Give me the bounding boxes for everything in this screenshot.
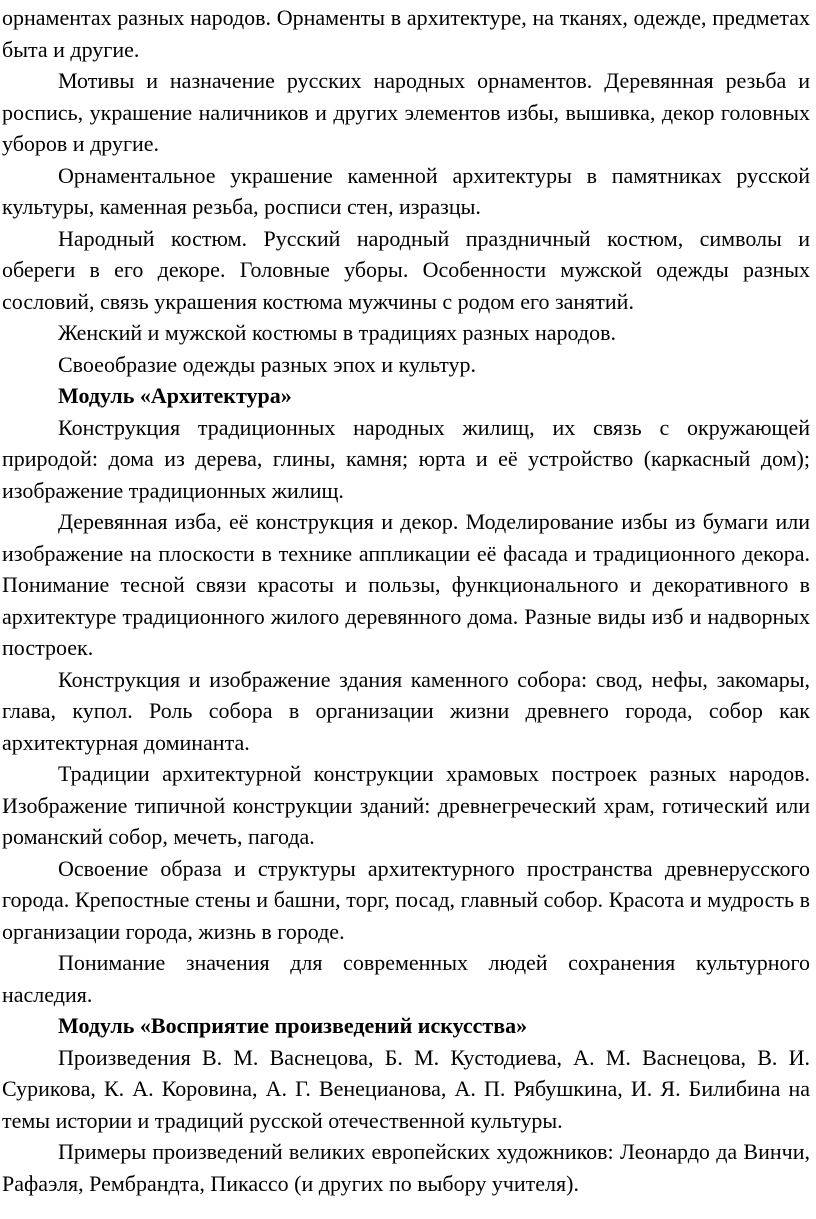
paragraph-clothing-eras: Своеобразие одежды разных эпох и культур.	[58, 351, 476, 377]
paragraph-folk-costume: Народный костюм. Русский народный праздничный костюм, символы и обереги в его декоре. Головные уборы. Особенности мужской одежды разных сословий, связь украшения костюма мужчины с родом его занятий.	[2, 225, 810, 314]
paragraph-temple-traditions: Традиции архитектурной конструкции храмовых построек разных народов. Изображение типичной конструкции зданий: древнегреческий храм, готический или романский собор, мечеть, пагода.	[2, 761, 810, 849]
paragraph-old-russian-city: Освоение образа и структуры архитектурного пространства древнерусского города. Крепостные стены и башни, торг, посад, главный собор. Красота и мудрость в организации города, жизнь в городе.	[2, 855, 810, 944]
heading-module-art-perception: Модуль «Восприятие произведений искусства»	[58, 1013, 528, 1038]
heading-module-architecture: Модуль «Архитектура»	[58, 383, 292, 408]
paragraph-stone-architecture: Орнаментальное украшение каменной архитектуры в памятниках русской культуры, каменная резьба, росписи стен, изразцы.	[2, 162, 810, 219]
paragraph-wooden-izba: Деревянная изба, её конструкция и декор. Моделирование избы из бумаги или изображение на плоскости в технике аппликации её фасада и традиционного декора. Понимание тесной связи красоты и пользы, функционального и декоративного в архитектуре традиционного жилого деревянного дома. Разные виды изб и надворных построек.	[2, 509, 810, 660]
paragraph-european-artists: Примеры произведений великих европейских художников: Леонардо да Винчи, Рафаэля, Рембрандта, Пикассо (и других по выбору учителя).	[2, 1139, 810, 1196]
paragraph-cultural-heritage: Понимание значения для современных людей сохранения культурного наследия.	[2, 950, 810, 1007]
paragraph-russian-artists: Произведения В. М. Васнецова, Б. М. Кустодиева, А. М. Васнецова, В. И. Сурикова, К. А. Коровина, А. Г. Венецианова, А. П. Рябушкина, И. Я. Билибина на темы истории и традиций русской отечественной культуры.	[2, 1044, 810, 1133]
paragraph-russian-ornaments: Мотивы и назначение русских народных орнаментов. Деревянная резьба и роспись, украшение наличников и других элементов избы, вышивка, декор головных уборов и другие.	[2, 68, 810, 156]
paragraph-dwellings: Конструкция традиционных народных жилищ, их связь с окружающей природой: дома из дерева, глины, камня; юрта и её устройство (каркасный дом); изображение традиционных жилищ.	[2, 414, 810, 503]
paragraph-ornaments-continuation: орнаментах разных народов. Орнаменты в архитектуре, на тканях, одежде, предметах быта и другие.	[2, 5, 810, 62]
paragraph-costumes-peoples: Женский и мужской костюмы в традициях разных народов.	[58, 320, 616, 345]
paragraph-stone-cathedral: Конструкция и изображение здания каменного собора: свод, нефы, закомары, глава, купол. Роль собора в организации жизни древнего города, собор как архитектурная доминанта.	[2, 666, 810, 755]
